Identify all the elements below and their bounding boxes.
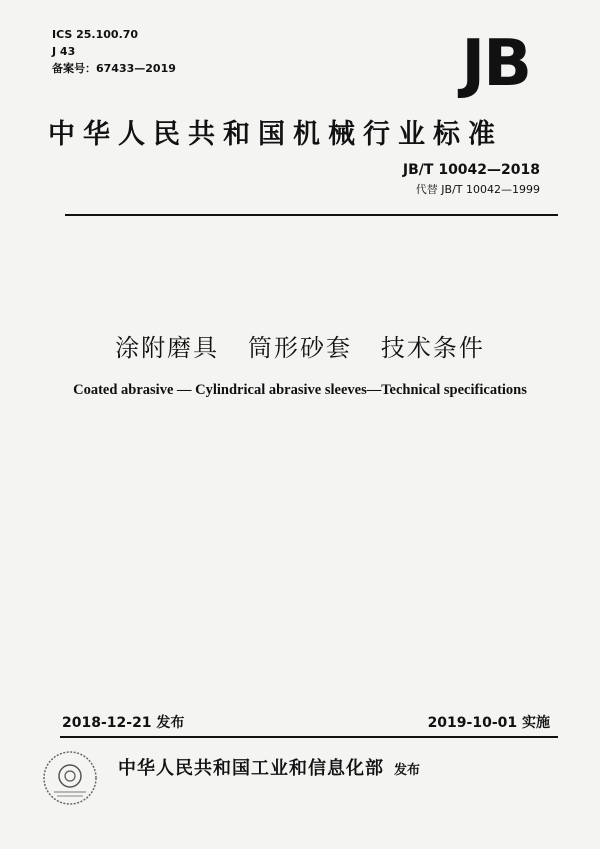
issuer-name: 中华人民共和国工业和信息化部 <box>118 758 384 779</box>
ics-code: ICS 25.100.70 <box>52 28 139 41</box>
circular-seal-icon <box>40 748 100 808</box>
replaces-standard: 代替 JB/T 10042—1999 <box>415 183 540 196</box>
top-divider <box>65 214 558 216</box>
implementation-date: 2019-10-01 实施 <box>427 715 550 731</box>
bottom-divider <box>60 736 558 738</box>
issuing-authority <box>118 754 420 780</box>
filing-number: 备案号：67433—2019 <box>52 62 176 75</box>
issuer-suffix: 发布 <box>394 763 421 778</box>
j-code: J 43 <box>52 45 76 58</box>
issue-date: 2018-12-21 发布 <box>62 715 185 731</box>
jb-logo: JB <box>461 27 530 101</box>
title-english: Coated abrasive — Cylindrical abrasive sleeves—Technical specifications <box>73 382 527 398</box>
title-chinese: 涂附磨具 筒形砂套 技术条件 <box>115 334 485 362</box>
standard-number: JB/T 10042—2018 <box>402 162 540 178</box>
org-title: 中华人民共和国机械行业标准 <box>48 119 503 150</box>
